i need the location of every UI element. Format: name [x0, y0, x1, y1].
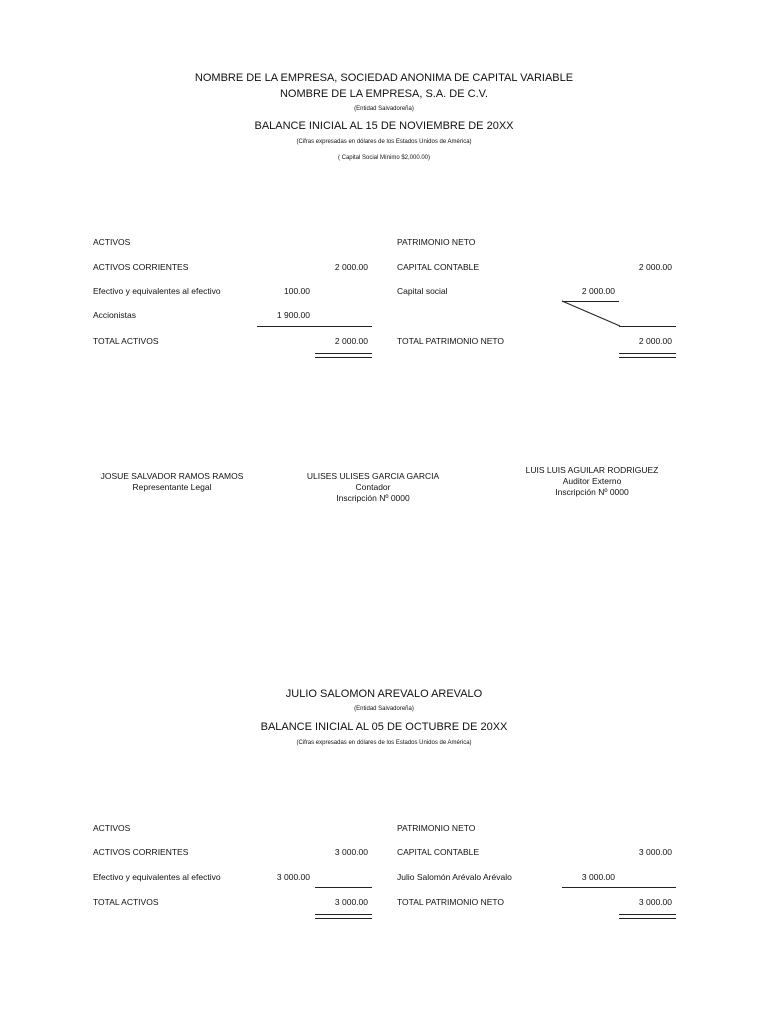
equity-header: PATRIMONIO NETO [397, 237, 476, 247]
owner-capital-value: 3 000.00 [581, 872, 615, 882]
equity-double-rule [619, 353, 676, 358]
assets-header-2: ACTIVOS [93, 823, 131, 833]
capital-label: CAPITAL CONTABLE [397, 262, 480, 272]
current-assets-label-2: ACTIVOS CORRIENTES [93, 847, 189, 857]
current-assets-label: ACTIVOS CORRIENTES [93, 262, 189, 272]
share-capital-label: Capital social [397, 286, 448, 296]
cash-value-2: 3 000.00 [276, 872, 310, 882]
shareholders-label: Accionistas [93, 310, 136, 320]
share-capital-value: 2 000.00 [581, 286, 615, 296]
subtotal-rule-2 [315, 887, 372, 888]
total-equity-label-2: TOTAL PATRIMONIO NETO [397, 897, 505, 907]
capital-total-2: 3 000.00 [638, 847, 672, 857]
entity-note-2: (Entidad Salvadoreña) [354, 706, 414, 712]
currency-note-2: (Cifras expresadas en dólares de los Estados Unidos de América) [296, 740, 472, 746]
equity-subtotal-rule-2 [562, 887, 676, 888]
signature-name: ULISES ULISES GARCIA GARCIA [306, 471, 440, 481]
total-double-rule [315, 353, 372, 358]
owner-capital-label: Julio Salomón Arévalo Arévalo [397, 872, 512, 882]
cash-label-2: Efectivo y equivalentes al efectivo [93, 872, 221, 882]
signature-role: Contador [355, 482, 391, 492]
capital-total: 2 000.00 [638, 262, 672, 272]
total-assets-value: 2 000.00 [334, 336, 368, 346]
capital-label-2: CAPITAL CONTABLE [397, 847, 480, 857]
signature-name: LUIS LUIS AGUILAR RODRIGUEZ [525, 465, 659, 475]
capital-note: ( Capital Social Mínimo $2,000.00) [337, 155, 431, 161]
signature-auditor [512, 465, 672, 498]
balance-title-2: BALANCE INICIAL AL 05 DE OCTUBRE DE 20XX [260, 721, 508, 733]
current-assets-total-2: 3 000.00 [334, 847, 368, 857]
total-equity-value-2: 3 000.00 [638, 897, 672, 907]
signature-registration: Inscripción Nº 0000 [555, 487, 629, 497]
signature-role: Representante Legal [132, 482, 212, 492]
signature-name: JOSUE SALVADOR RAMOS RAMOS [100, 471, 244, 481]
total-double-rule-2 [315, 914, 372, 919]
cash-value: 100.00 [284, 286, 310, 296]
entity-note: (Entidad Salvadoreña) [354, 106, 414, 112]
balance-title: BALANCE INICIAL AL 15 DE NOVIEMBRE DE 20XX [254, 120, 514, 132]
equity-subtotal-rule [619, 326, 676, 327]
total-assets-label-2: TOTAL ACTIVOS [93, 897, 159, 907]
equity-header-2: PATRIMONIO NETO [397, 823, 476, 833]
currency-note: (Cifras expresadas en dólares de los Estados Unidos de América) [296, 139, 472, 145]
shareholders-value: 1 900.00 [276, 310, 310, 320]
owner-name: JULIO SALOMON AREVALO AREVALO [285, 688, 483, 700]
signature-registration: Inscripción Nº 0000 [336, 493, 410, 503]
total-equity-label: TOTAL PATRIMONIO NETO [397, 336, 505, 346]
signature-role: Auditor Externo [562, 476, 622, 486]
company-short-name: NOMBRE DE LA EMPRESA, S.A. DE C.V. [279, 88, 489, 100]
cross-out-line [560, 300, 625, 330]
total-equity-value: 2 000.00 [638, 336, 672, 346]
signature-legal-rep [92, 471, 252, 493]
total-assets-label: TOTAL ACTIVOS [93, 336, 159, 346]
subtotal-rule [257, 326, 372, 327]
assets-header: ACTIVOS [93, 237, 131, 247]
company-full-name: NOMBRE DE LA EMPRESA, SOCIEDAD ANONIMA DE CAPITAL VARIABLE [194, 72, 574, 84]
signature-accountant [293, 471, 453, 504]
current-assets-total: 2 000.00 [334, 262, 368, 272]
equity-double-rule-2 [619, 914, 676, 919]
cash-label: Efectivo y equivalentes al efectivo [93, 286, 221, 296]
total-assets-value-2: 3 000.00 [334, 897, 368, 907]
